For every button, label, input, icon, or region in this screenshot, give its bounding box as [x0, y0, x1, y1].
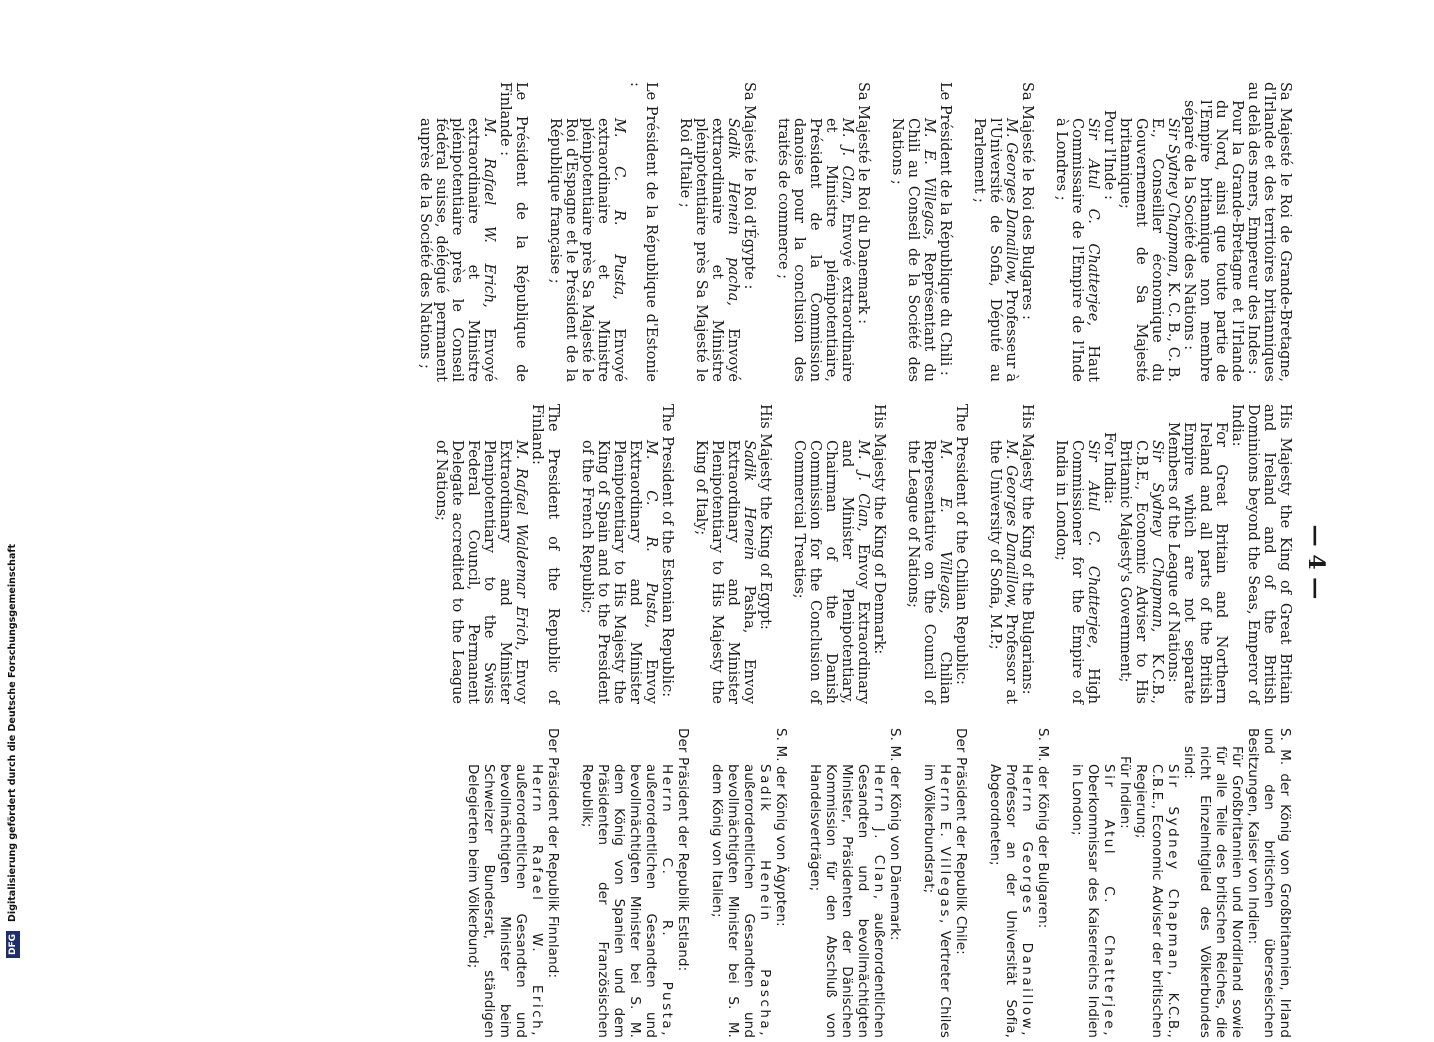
delegate-line	[889, 118, 937, 382]
delegate-line	[579, 440, 659, 704]
entry-heading: S. M. der König von Ägypten:	[773, 728, 789, 927]
delegate-detail: Professor an der Universität Sofia, Abgeordneten;	[987, 764, 1019, 1038]
delegate-name: Herrn J. Clan,	[871, 764, 887, 902]
entry-heading: Sa Majesté le Roi d'Égypte :	[741, 82, 757, 290]
entry-denmark-fr	[775, 82, 871, 382]
delegate-detail: außerordentlichen Gesandten und bevollmächtigten Minister, Präsidenten der Dänischen Kommission für den Abschluß von Handelsverträgen;	[807, 764, 887, 1038]
delegate-detail: Envoyé extraordinaire et Ministre plénipotentiaire près le Conseil fédéral suisse, délégué permanent auprès de la Société des Nations ;	[417, 118, 497, 383]
entry-heading: Sa Majesté le Roi de Grande-Bretagne, d'Irlande et des territoires britanniques au delà des mers, Empereur des Indes :	[1245, 82, 1293, 382]
column-french	[399, 82, 1329, 382]
delegate-name: M. Rafael Waldemar Erich,	[513, 440, 529, 651]
delegate-line	[921, 764, 953, 1038]
entry-subheading: Für Großbritannien und Nordirland sowie für alle Teile des britischen Reiches, die nicht Einzelmitglied des Völkerbundes sind:	[1181, 746, 1245, 1038]
delegate-line	[433, 440, 529, 704]
delegate-name: Sir Sydney Chapman,	[1165, 764, 1181, 978]
entry-denmark-de	[807, 728, 903, 1038]
column-english	[415, 404, 1329, 704]
dfg-logo: DFG	[6, 931, 20, 958]
delegate-line	[579, 764, 675, 1038]
delegate-name: Sir Sydney Chapman,	[1149, 440, 1165, 633]
entry-chile-de	[921, 728, 969, 1038]
delegate-name: M. E. Villegas,	[921, 118, 937, 240]
delegate-detail: Envoyé extraordinaire et Ministre plénipotentiaire près Sa Majesté le Roi d'Italie ;	[677, 118, 741, 383]
delegate-detail: Représentant du Chili au Conseil de la Société des Nations ;	[889, 118, 937, 383]
delegate-name: Herrn Georges Danaillow,	[1019, 764, 1035, 1038]
entry-subheading: For India:	[1101, 432, 1117, 505]
entry-finland-fr	[417, 82, 529, 382]
delegate-line	[775, 118, 855, 382]
entry-egypt-fr	[677, 82, 757, 382]
delegate-line	[987, 440, 1019, 704]
entry-egypt-de	[709, 728, 789, 1038]
delegate-name: Sadik Henein pacha,	[725, 118, 741, 306]
delegate-name: M. E. Villegas,	[937, 440, 953, 614]
delegate-name: Sir Atul C. Chatterjee,	[1101, 764, 1117, 1038]
delegate-detail: Envoy Extraordinary and Minister Plenipotentiary to the Swiss Federal Council, Permanent Delegate accredited to the League of Nations;	[433, 440, 529, 705]
delegate-line	[987, 764, 1035, 1038]
delegate-name: Herrn C. R. Pusta,	[659, 764, 675, 1038]
delegate-line	[1053, 118, 1101, 382]
column-german	[447, 728, 1329, 1038]
entry-egypt-en	[693, 404, 773, 704]
entry-heading: Sa Majesté le Roi des Bulgares :	[1019, 82, 1035, 320]
entry-great-britain-en	[1053, 404, 1293, 704]
entry-heading: Le Président de la République de Finlande :	[497, 82, 529, 382]
delegate-detail: K.C.B., C.B.E., Economic Adviser to His Britannic Majesty's Government;	[1117, 440, 1165, 704]
entry-heading: S. M. der König von Dänemark:	[887, 728, 903, 941]
delegate-line	[417, 118, 497, 382]
entry-estonia-en	[579, 404, 675, 704]
delegate-line	[807, 764, 887, 1038]
delegate-line	[1117, 118, 1181, 382]
delegate-name: Sadik Henein	[741, 440, 757, 560]
page-number: — 4 —	[1303, 524, 1329, 600]
entry-finland-en	[433, 404, 561, 704]
delegate-detail: Pasha, Envoy Extraordinary and Minister Plenipotentiary to His Majesty the King of Italy;	[693, 440, 757, 705]
delegate-detail: außerordentlichen Gesandten und bevollmächtigten Minister bei S. M. dem König von Spanien und dem Präsidenten der Französischen Republik;	[579, 764, 659, 1038]
entry-bulgaria-en	[987, 404, 1035, 704]
entry-denmark-en	[791, 404, 887, 704]
delegate-line	[709, 764, 773, 1038]
entry-heading: S. M. der König von Großbritannien, Irland und den britischen überseeischen Besitzungen, Kaiser von Indien:	[1245, 728, 1293, 1038]
entry-subheading: Pour l'Inde :	[1101, 110, 1117, 200]
delegate-line	[677, 118, 741, 382]
rotated-page-content	[229, 82, 1329, 1042]
entry-great-britain-fr	[1053, 82, 1293, 382]
delegate-line	[1053, 440, 1101, 704]
delegate-detail: Envoyé extraordinaire et Ministre plénipotentiaire près Sa Majesté le Roi d'Espagne et le Président de la République française ;	[547, 118, 627, 383]
delegate-name: M. C. R. Pusta,	[643, 440, 659, 629]
delegate-line	[465, 764, 545, 1038]
entry-heading: Der Präsident der Republik Estland:	[675, 728, 691, 972]
delegate-name: M. Georges Danaillow,	[1003, 118, 1019, 285]
delegate-detail: außerordentlichen Gesandten und bevollmächtigten Minister beim Schweizer Bundesrat, ständigen Delegierten beim Völkerbund;	[465, 764, 529, 1038]
entry-estonia-fr	[547, 82, 659, 382]
entry-heading: Der Präsident der Republik Chile:	[953, 728, 969, 955]
delegate-line	[791, 440, 871, 704]
entry-heading: Le Président de la République d'Estonie :	[627, 82, 659, 382]
entry-heading: His Majesty the King of the Bulgarians:	[1019, 404, 1035, 695]
entry-heading: Le Président de la République du Chili :	[937, 82, 953, 376]
entry-heading: The President of the Republic of Finland:	[529, 404, 561, 704]
entry-subheading: For Great Britain and Northern Ireland and all parts of the British Empire which are not separate Members of the League of Nations:	[1165, 422, 1229, 704]
delegate-detail: Vertreter Chiles im Völkerbundsrat;	[921, 764, 953, 1038]
delegate-line	[905, 440, 953, 704]
entry-subheading: Für Indien:	[1117, 756, 1133, 829]
entry-heading: His Majesty the King of Egypt:	[757, 404, 773, 630]
entry-estonia-de	[579, 728, 691, 1038]
entry-heading: S. M. der König der Bulgaren:	[1035, 728, 1051, 929]
delegate-detail: K.C.B., C.B.E., Economic Adviser der britischen Regierung;	[1133, 764, 1181, 1038]
entry-heading: His Majesty the King of Great Britain and Ireland and of the British Dominions beyond the Seas, Emperor of India:	[1229, 404, 1293, 704]
delegate-detail: Oberkommissar des Kaiserreichs Indien in London;	[1069, 764, 1101, 1038]
delegate-detail: K. C. B., C. B. E., Conseiller économique du Gouvernement de Sa Majesté britannique;	[1117, 118, 1181, 383]
delegate-detail: Chilian Representative on the Council of the League of Nations;	[905, 440, 953, 704]
delegate-line	[547, 118, 627, 382]
entry-chile-en	[905, 404, 969, 704]
delegate-name: Herrn E. Villegas,	[937, 764, 953, 926]
digitization-credit	[2, 0, 24, 998]
entry-subheading: Pour la Grande-Bretagne et l'Irlande du Nord, ainsi que toute partie de l'Empire britannique non membre séparé de la Société des Nations :	[1181, 100, 1245, 382]
delegate-detail: Professor at the University of Sofia, M.P.;	[987, 440, 1019, 705]
entry-heading: Der Präsident der Republik Finnland:	[545, 728, 561, 979]
delegate-name: M. J. Clan,	[839, 118, 855, 204]
delegate-detail: Envoyé extraordinaire et Ministre plénipotentiaire, Président de la Commission danoise pour la conclusion des traités de commerce ;	[775, 118, 855, 383]
entry-chile-fr	[889, 82, 953, 382]
entry-heading: The President of the Estonian Republic:	[659, 404, 675, 698]
delegate-line	[1133, 764, 1181, 1038]
credit-text: Digitalisierung gefördert durch die Deutsche Forschungsgemeinschaft	[7, 543, 18, 922]
entry-bulgaria-de	[987, 728, 1051, 1038]
delegate-name: M. C. R. Pusta,	[611, 118, 627, 300]
delegate-name: Sir Atul C. Chatterjee,	[1085, 440, 1101, 649]
delegate-detail: Professeur à l'Université de Sofia, Député au Parlement ;	[971, 118, 1019, 383]
delegate-name: M. J. Clan,	[855, 440, 871, 532]
delegate-detail: außerordentlichen Gesandten und bevollmächtigten Minister bei S. M. dem König von Italien;	[709, 764, 757, 1038]
entry-bulgaria-fr	[971, 82, 1035, 382]
delegate-detail: Envoy Extraordinary and Minister Plenipotentiary to His Majesty the King of Spain and to the President of the French Republic;	[579, 440, 659, 704]
entry-finland-de	[465, 728, 561, 1038]
delegate-name: Sir Atul C. Chatterjee,	[1085, 118, 1101, 326]
delegate-name: M. Georges Danaillow,	[1003, 440, 1019, 609]
entry-heading: His Majesty the King of Denmark:	[871, 404, 887, 655]
delegate-name: M. Rafael W. Erich,	[481, 118, 497, 308]
delegate-name: Herrn Rafael W. Erich,	[529, 764, 545, 1038]
delegate-detail: Envoy Extraordinary and Minister Plenipotentiary, Chairman of the Danish Commission for the Conclusion of Commercial Treaties;	[791, 440, 871, 705]
delegate-line	[1069, 764, 1117, 1038]
entry-heading: The President of the Chilian Republic:	[953, 404, 969, 685]
delegate-line	[693, 440, 757, 704]
delegate-detail: High Commissioner for the Empire of India in London;	[1053, 440, 1101, 704]
delegate-name: Sir Sydney Chapman,	[1165, 118, 1181, 278]
delegate-name: Sadik Henein Pascha,	[757, 764, 773, 1038]
delegate-line	[971, 118, 1019, 382]
entry-great-britain-de	[1069, 728, 1293, 1038]
delegate-detail: Haut Commissaire de l'Empire de l'Inde à Londres ;	[1053, 118, 1101, 382]
delegate-line	[1117, 440, 1165, 704]
entry-heading: Sa Majesté le Roi du Danemark :	[855, 82, 871, 324]
